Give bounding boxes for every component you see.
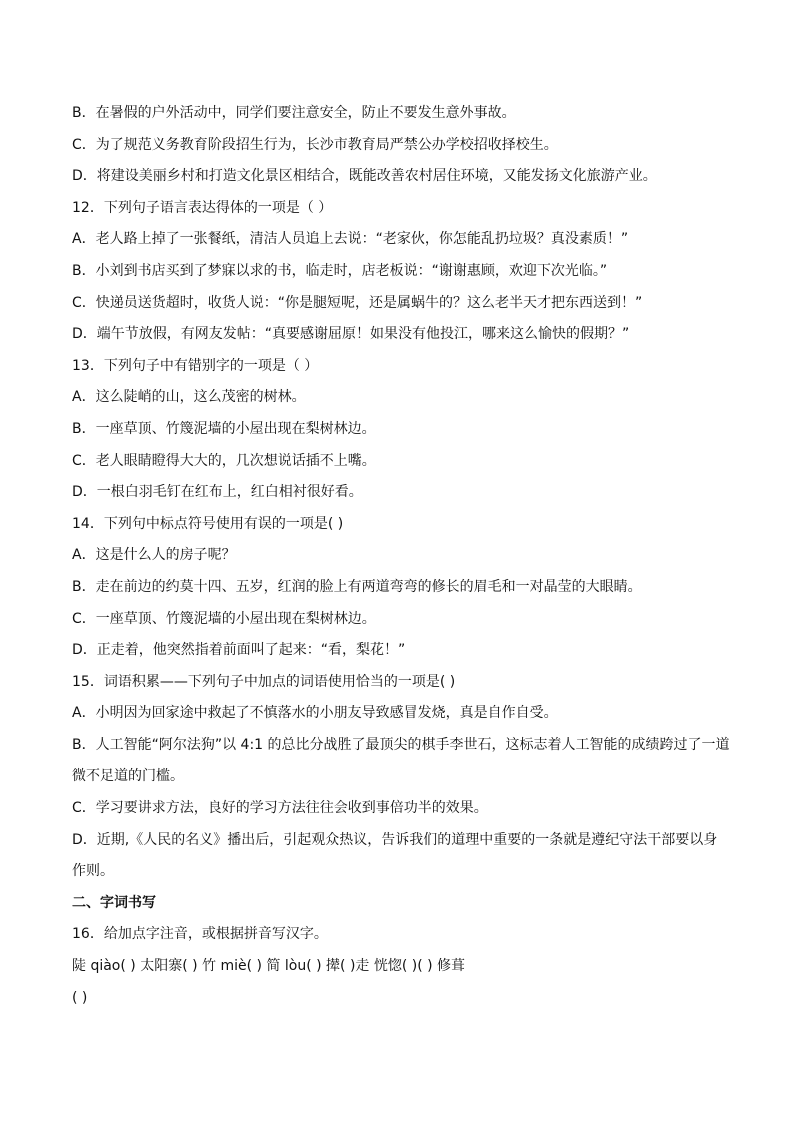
answer-option: C．快递员送货超时，收货人说：“你是腿短呢，还是属蜗牛的？这么老半天才把东西送到！” [72, 294, 643, 311]
answer-option: 作则。 [72, 863, 114, 880]
answer-option: B．一座草顶、竹篾泥墙的小屋出现在梨树林边。 [72, 420, 376, 437]
answer-option: B．人工智能“阿尔法狗”以 4:1 的总比分战胜了最顶尖的棋手李世石，这标志着人工智能的成绩跨过了一道 [72, 736, 730, 753]
answer-option: C．为了规范义务教育阶段招生行为，长沙市教育局严禁公办学校招收择校生。 [72, 136, 558, 153]
answer-option: B．在暑假的户外活动中，同学们要注意安全，防止不要发生意外事故。 [72, 105, 516, 121]
answer-option: D．正走着，他突然指着前面叫了起来：“看，梨花！” [72, 642, 406, 659]
answer-option: B．小刘到书店买到了梦寐以求的书，临走时，店老板说：“谢谢惠顾，欢迎下次光临。” [72, 262, 608, 279]
answer-option: A．这是什么人的房子呢？ [72, 547, 236, 564]
answer-option: A．这么陡峭的山，这么茂密的树林。 [72, 389, 306, 406]
answer-option: 微不足道的门槛。 [72, 768, 184, 785]
document-page [72, 98, 732, 1014]
answer-option: D．近期,《人民的名义》播出后，引起观众热议，告诉我们的道理中重要的一条就是遵纪守法干部要以身 [72, 831, 718, 848]
answer-option: C．老人眼睛瞪得大大的，几次想说话插不上嘴。 [72, 452, 376, 469]
question-stem: 陡 qiào( ) 太阳寨( ) 竹 miè( ) 简 lòu( ) 撵( )走 恍惚( )( ) 修葺 [72, 958, 466, 975]
answer-option: D．一根白羽毛钉在红布上，红白相衬很好看。 [72, 484, 363, 501]
answer-option: B．走在前边的约莫十四、五岁，红润的脸上有两道弯弯的修长的眉毛和一对晶莹的大眼睛。 [72, 578, 642, 595]
answer-option: A．老人路上掉了一张餐纸，清洁人员追上去说：“老家伙，你怎能乱扔垃圾？真没素质！” [72, 231, 629, 248]
question-stem: 12．下列句子语言表达得体的一项是（ ） [72, 199, 333, 216]
answer-option: A．小明因为回家途中救起了不慎落水的小朋友导致感冒发烧，真是自作自受。 [72, 705, 558, 722]
question-stem: 15．词语积累——下列句子中加点的词语使用恰当的一项是( ) [72, 673, 456, 690]
answer-option: D．端午节放假，有网友发帖：“真要感谢屈原！如果没有他投江，哪来这么愉快的假期？” [72, 326, 630, 343]
question-stem: ( ) [72, 989, 88, 1006]
answer-option: C．学习要讲求方法，良好的学习方法往往会收到事倍功半的效果。 [72, 800, 488, 817]
question-stem: 13．下列句子中有错别字的一项是（ ） [72, 357, 319, 374]
answer-option: C．一座草顶、竹篾泥墙的小屋出现在梨树林边。 [72, 610, 376, 627]
answer-option: D．将建设美丽乡村和打造文化景区相结合，既能改善农村居住环境，又能发扬文化旅游产业。 [72, 168, 657, 185]
section-heading: 二、字词书写 [72, 894, 156, 911]
question-stem: 16．给加点字注音，或根据拼音写汉字。 [72, 926, 328, 943]
question-stem: 14．下列句中标点符号使用有误的一项是( ) [72, 515, 344, 532]
